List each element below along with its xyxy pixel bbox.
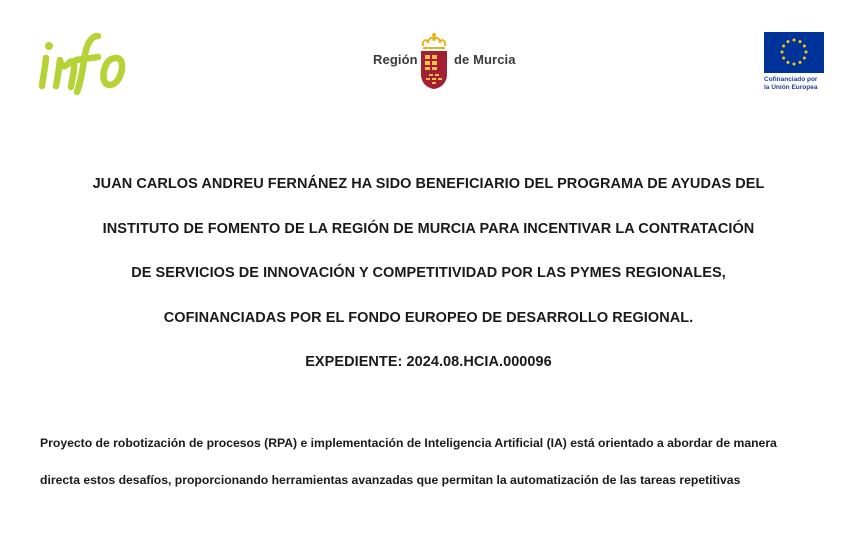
- region-label: Región: [373, 52, 418, 67]
- eu-caption-line-2: la Unión Europea: [764, 84, 818, 91]
- eu-cofinancing-logo: [762, 32, 832, 102]
- murcia-coat-of-arms-icon: [419, 32, 449, 90]
- expediente-line: EXPEDIENTE: 2024.08.HCIA.000096: [305, 354, 552, 370]
- statement-line-3: DE SERVICIOS DE INNOVACIÓN Y COMPETITIVIDAD POR LAS PYMES REGIONALES,: [131, 265, 726, 281]
- eu-caption: [764, 76, 817, 92]
- de-murcia-label: de Murcia: [454, 52, 516, 67]
- document-header: [0, 0, 857, 110]
- info-logo-icon: [38, 28, 138, 98]
- eu-caption-line-1: Cofinanciado por: [764, 76, 818, 83]
- statement-line-4: COFINANCIADAS POR EL FONDO EUROPEO DE DESARROLLO REGIONAL.: [163, 309, 694, 326]
- statement-line-1: JUAN CARLOS ANDREU FERNÁNEZ HA SIDO BENEFICIARIO DEL PROGRAMA DE AYUDAS DEL: [92, 176, 765, 192]
- info-logo: [38, 28, 138, 98]
- project-description: [40, 430, 840, 504]
- region-de-murcia-logo: [370, 32, 520, 92]
- statement-line-2: INSTITUTO DE FOMENTO DE LA REGIÓN DE MURCIA PARA INCENTIVAR LA CONTRATACIÓN: [102, 220, 755, 237]
- eu-flag-icon: [764, 32, 824, 73]
- beneficiary-statement: [0, 170, 857, 393]
- description-line-1: Proyecto de robotización de procesos (RPA) e implementación de Inteligencia Artificial (IA) está orientado a abordar de manera: [40, 436, 777, 450]
- description-line-2: directa estos desafíos, proporcionando herramientas avanzadas que permitan la automatización de las tareas repetitivas: [40, 473, 741, 487]
